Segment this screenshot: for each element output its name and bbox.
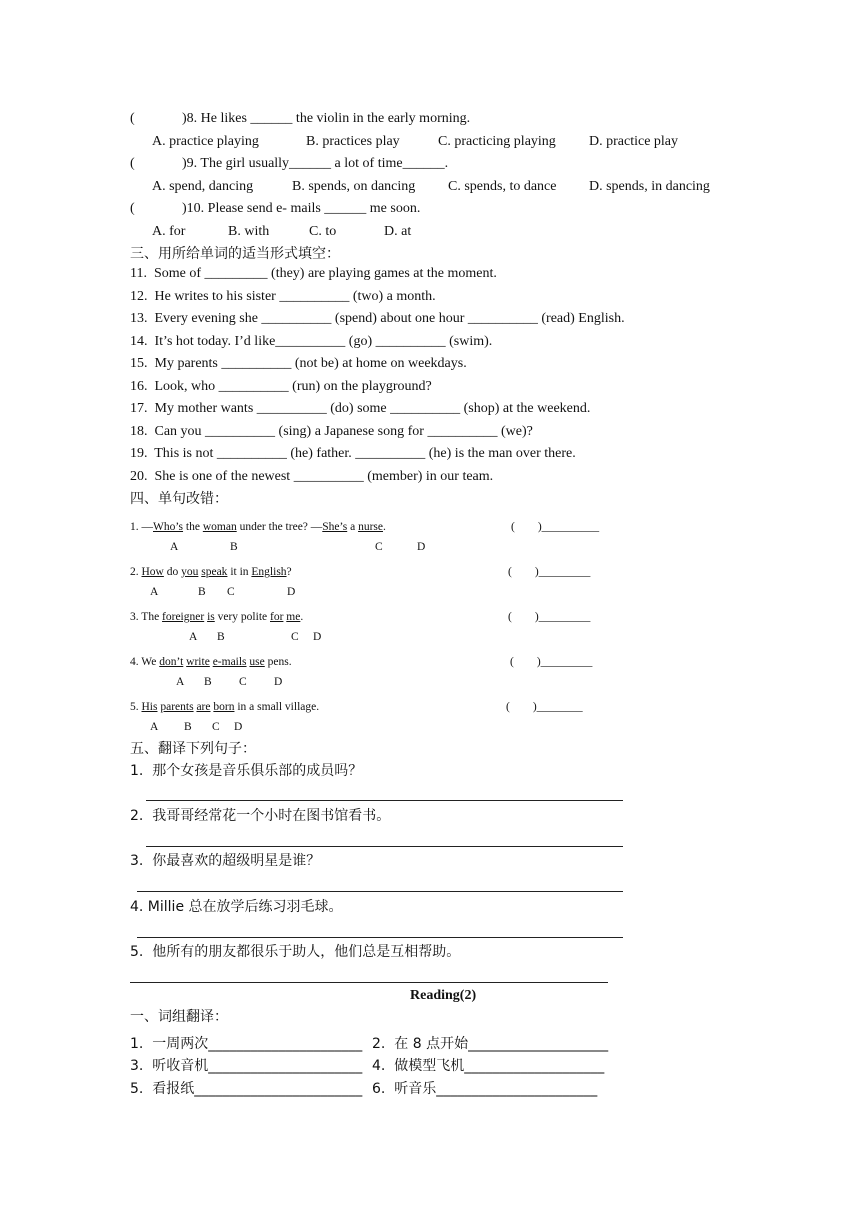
mcq-bracket: ( (130, 111, 135, 126)
section-title: Reading(2) (410, 988, 477, 1003)
fill-item: 13. Every evening she __________ (spend) about one hour __________ (read) English. (130, 311, 625, 326)
translate-item: 2. 我哥哥经常花一个小时在图书馆看书。 (130, 808, 391, 824)
mcq-option: D. spends, in dancing (589, 179, 710, 194)
fill-item: 11. Some of _________ (they) are playing games at the moment. (130, 266, 497, 281)
answer-blank: ( )__________ (511, 521, 600, 533)
phrase-item: 6. 听音乐_______________________ (372, 1081, 598, 1097)
fill-item: 14. It’s hot today. I’d like__________ (go) __________ (swim). (130, 334, 493, 349)
fill-item: 20. She is one of the newest __________ (member) in our team. (130, 469, 494, 484)
section-heading: 五、翻译下列句子： (130, 741, 256, 757)
mcq-option: C. practicing playing (438, 134, 556, 149)
mcq-option: A. spend, dancing (152, 179, 254, 194)
translate-item: 4. Millie 总在放学后练习羽毛球。 (130, 899, 343, 915)
phrase-item: 5. 看报纸________________________ (130, 1081, 363, 1097)
mcq-option: C. to (309, 224, 337, 239)
answer-line (146, 800, 623, 801)
mcq-question: )9. The girl usually______ a lot of time______. (182, 156, 449, 171)
mcq-option: A. practice playing (152, 134, 259, 149)
translate-item: 5. 他所有的朋友都很乐于助人，他们总是互相帮助。 (130, 944, 461, 960)
mcq-option: C. spends, to dance (448, 179, 557, 194)
worksheet-page: ( )8. He likes ______ the violin in the early morning. A. practice playing B. practices play C. practicing playing D. practice play ( )9. The girl usually______ a lot of time______. A. spend, dancing B. spends, on dancing C. spends, to dance D. spends, in dancing ( )10. Please send e- mails ______ me soon. A. for B. with C. to D. at 三、用所给单词的适当形式填空： 11. Some of _________ (they) are playing games at the moment. 12. He writes to his sister __________ (two) a month. 13. Every evening she __________ (spend) about one hour __________ (read) English. 14. It’s hot today. I’d like__________ (go) __________ (swim). 15. My parents __________ (not be) at home on weekdays. 16. Look, who __________ (run) on the playground? 17. My mother wants __________ (do) some __________ (shop) at the weekend. 18. Can you __________ (sing) a Japanese song for __________ (we)? 19. This is not __________ (he) father. __________ (he) is the man over there. 20. She is one of the newest __________ (member) in our team. 四、单句改错： 1. —Who’s the woman under the tree? —She’s a nurse. ( )__________ A B C D 2. How do you speak it in English? ( )_________ A B C D 3. The foreigner is very polite for me. ( )_________ A B C D 4. We don’t write e-mails use pens. ( )_________ A B C D 5. His parents are born in a small village. ( )________ A B C D 五、翻译下列句子： 1. 那个女孩是音乐俱乐部的成员吗？ 2. 我哥哥经常花一个小时在图书馆看书。 3. 你最喜欢的超级明星是谁？ 4. Millie 总在放学后练习羽毛球。 5. 他所有的朋友都很乐于助人，他们总是互相帮助。 Reading(2) 一、词组翻译： 1. 一周两次______________________ 2. 在 8 点开始____________________ 3. 听收音机______________________ 4. 做模型飞机____________________ 5. 看报纸________________________ 6. 听音乐_______________________ (130, 111, 710, 1097)
phrase-item: 2. 在 8 点开始____________________ (372, 1036, 609, 1052)
mcq-option: B. with (228, 224, 270, 239)
mcq-bracket: ( (130, 201, 135, 216)
section-heading: 三、用所给单词的适当形式填空： (130, 246, 340, 262)
section-heading: 四、单句改错： (130, 491, 228, 507)
error-sentence: 2. How do you speak it in English? (130, 566, 292, 578)
translate-item: 3. 你最喜欢的超级明星是谁？ (130, 853, 321, 869)
section-heading: 一、词组翻译： (130, 1009, 228, 1025)
mcq-option: D. practice play (589, 134, 679, 149)
phrase-item: 1. 一周两次______________________ (130, 1036, 363, 1052)
fill-item: 17. My mother wants __________ (do) some __________ (shop) at the weekend. (130, 401, 591, 416)
translate-item: 1. 那个女孩是音乐俱乐部的成员吗？ (130, 763, 363, 779)
error-sentence: 3. The foreigner is very polite for me. (130, 611, 304, 623)
error-sentence: 1. —Who’s the woman under the tree? —She’s a nurse. (130, 521, 386, 533)
answer-line (137, 891, 623, 892)
mcq-option: B. practices play (306, 134, 400, 149)
answer-blank: ( )_________ (508, 611, 591, 623)
phrase-item: 4. 做模型飞机____________________ (372, 1058, 605, 1074)
answer-blank: ( )________ (506, 701, 583, 713)
error-sentence: 4. We don’t write e-mails use pens. (130, 656, 292, 668)
fill-item: 12. He writes to his sister __________ (two) a month. (130, 289, 436, 304)
answer-line (146, 846, 623, 847)
answer-blank: ( )_________ (508, 566, 591, 578)
fill-item: 15. My parents __________ (not be) at home on weekdays. (130, 356, 467, 371)
fill-item: 18. Can you __________ (sing) a Japanese song for __________ (we)? (130, 424, 533, 439)
mcq-option: D. at (384, 224, 412, 239)
mcq-question: )10. Please send e- mails ______ me soon. (182, 201, 421, 216)
fill-item: 19. This is not __________ (he) father. __________ (he) is the man over there. (130, 446, 576, 461)
phrase-item: 3. 听收音机______________________ (130, 1058, 363, 1074)
mcq-option: A. for (152, 224, 186, 239)
answer-line (130, 982, 608, 983)
error-sentence: 5. His parents are born in a small village. (130, 701, 320, 713)
mcq-question: )8. He likes ______ the violin in the early morning. (182, 111, 471, 126)
mcq-bracket: ( (130, 156, 135, 171)
fill-item: 16. Look, who __________ (run) on the playground? (130, 379, 432, 394)
mcq-option: B. spends, on dancing (292, 179, 416, 194)
answer-blank: ( )_________ (510, 656, 593, 668)
answer-line (137, 937, 623, 938)
